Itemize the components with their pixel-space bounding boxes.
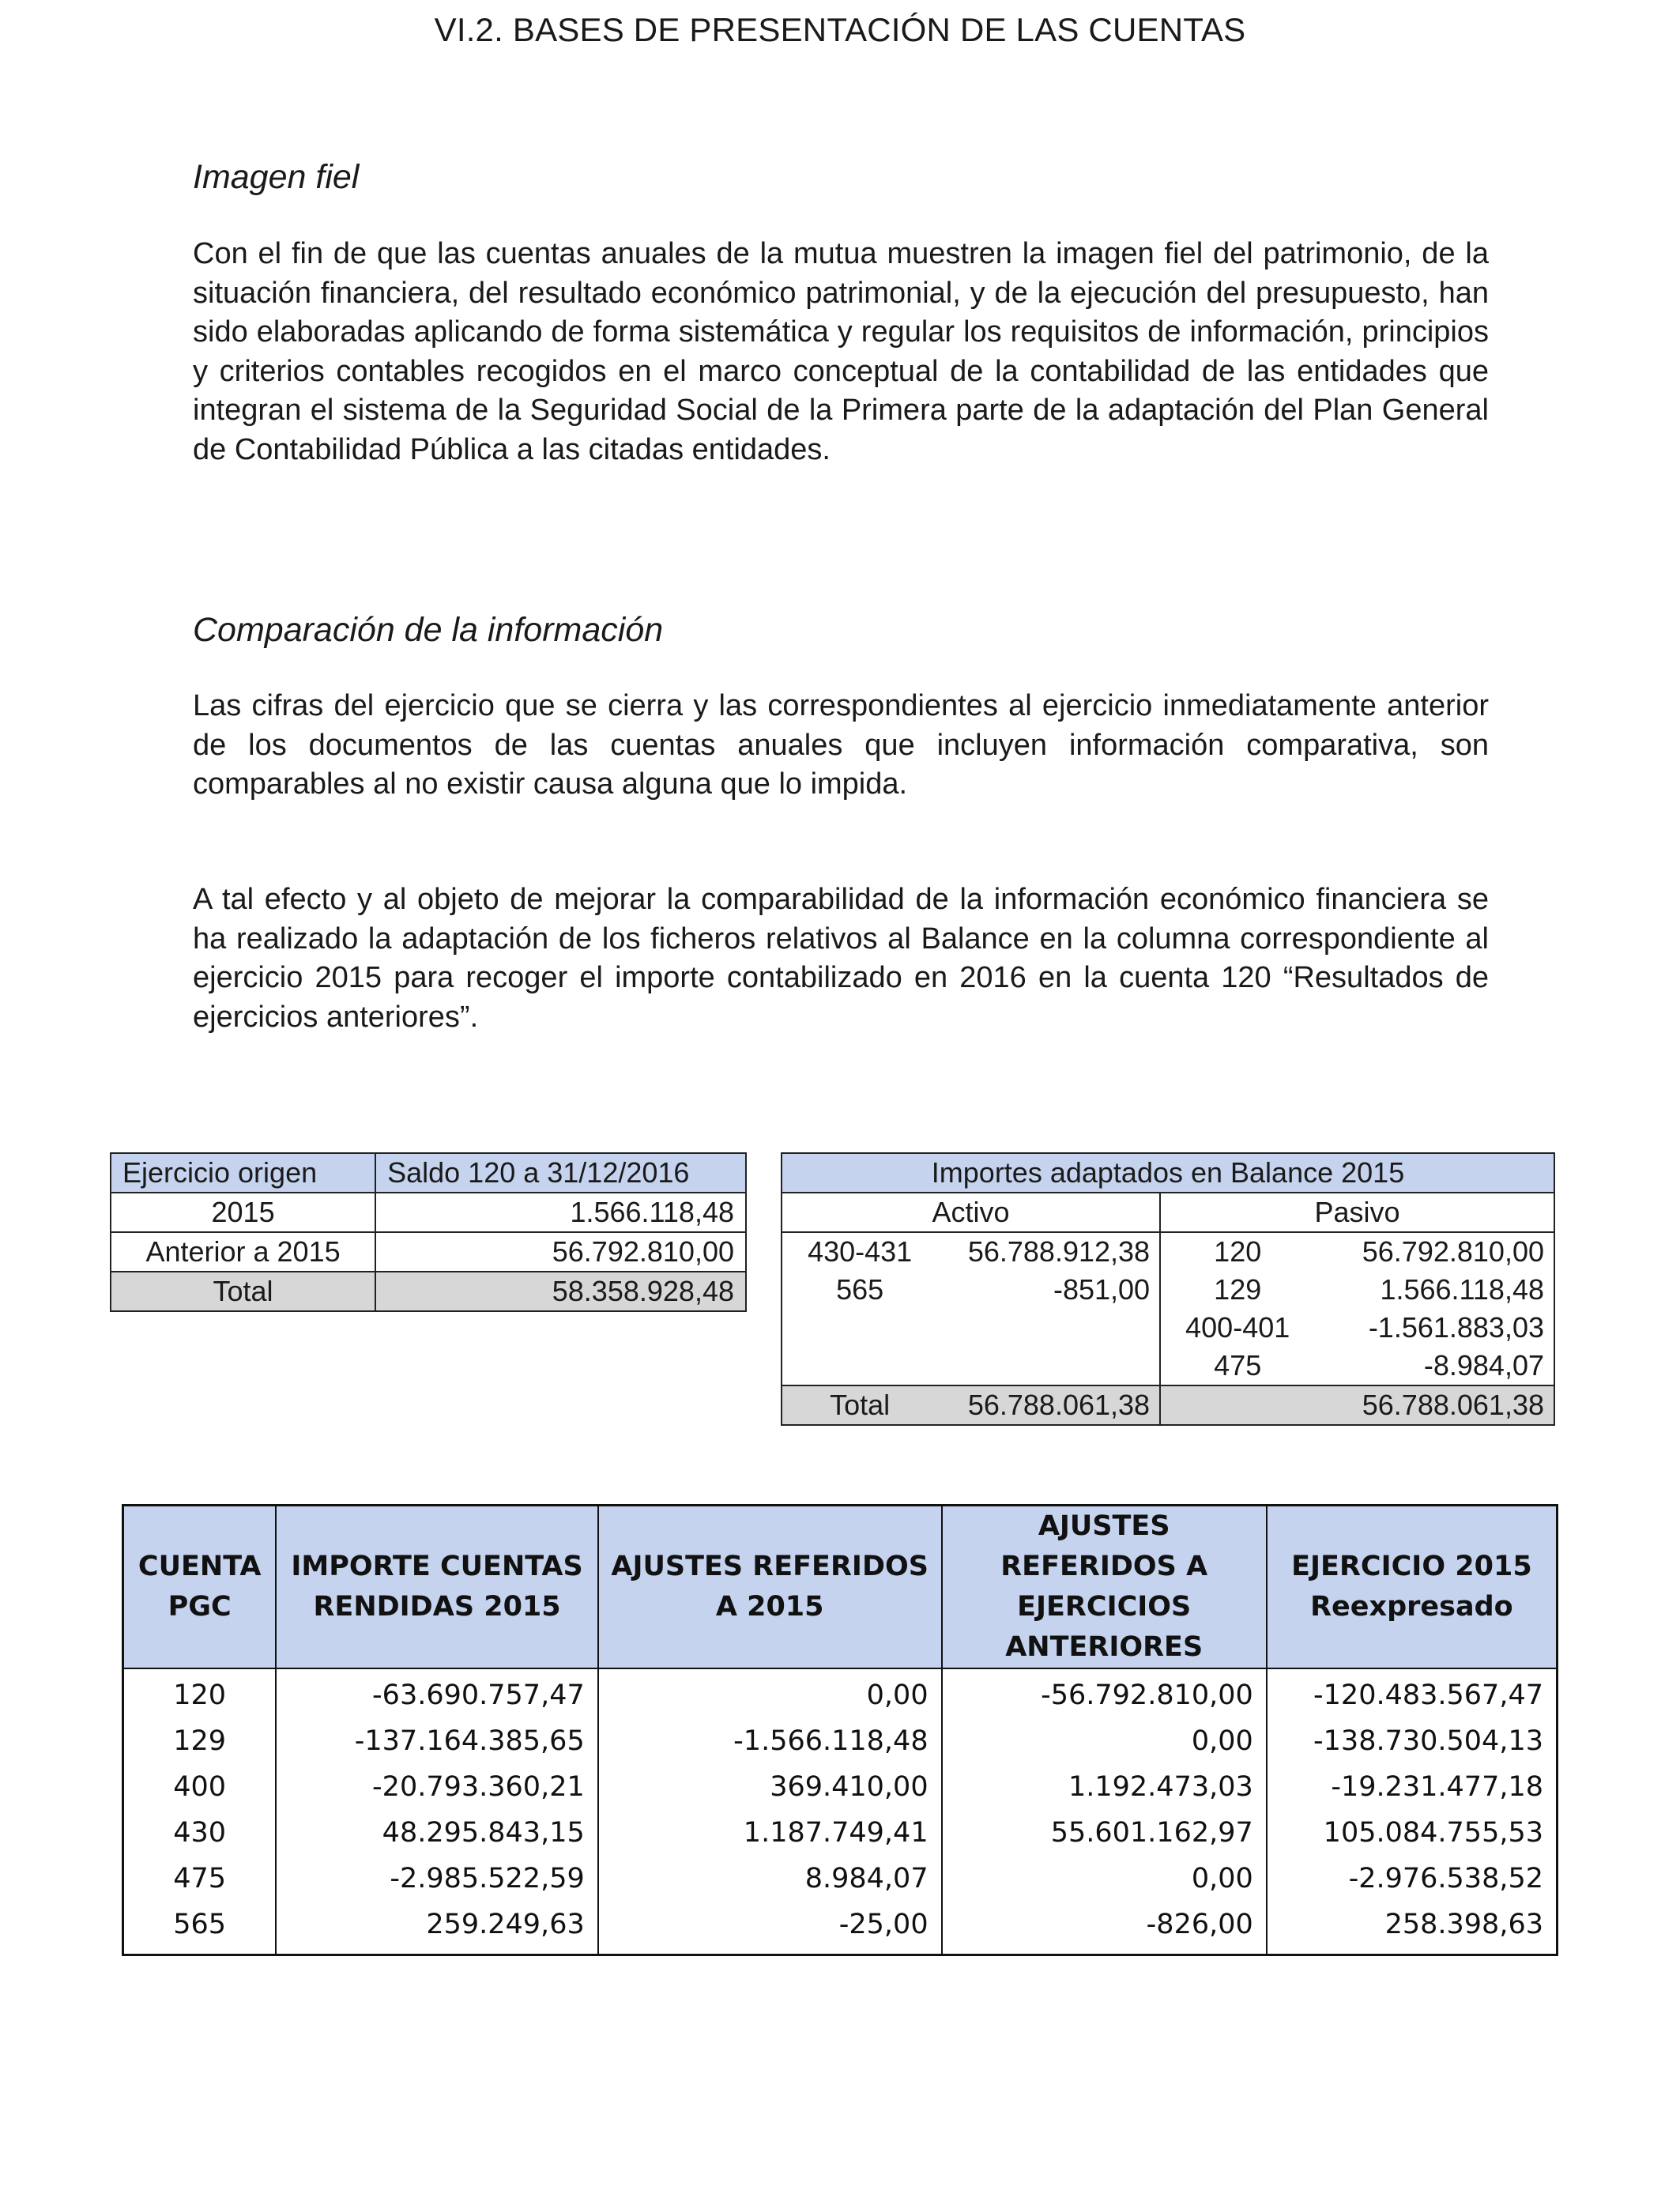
table-header-row bbox=[111, 1153, 746, 1193]
cell-ajuste-anteriores: 55.601.162,97 bbox=[942, 1810, 1267, 1856]
cell-pasivo-importe: -1.561.883,03 bbox=[1314, 1309, 1554, 1347]
total-label: Total bbox=[111, 1272, 375, 1311]
cell-importe: 48.295.843,15 bbox=[276, 1810, 597, 1856]
paragraph-imagen-fiel: Con el fin de que las cuentas anuales de la mutua muestren la imagen fiel del patrimonio, de la situación financiera, del resultado económico patrimonial, y de la ejecución del presupuesto, han sido elaboradas aplicando de forma sistemática y regular los requisitos de información, principios y criterios contables recogidos en el marco conceptual de la contabilidad de las entidades que integran el sistema de la Seguridad Social de la Primera parte de la adaptación del Plan General de Contabilidad Pública a las citadas entidades. bbox=[193, 237, 1489, 466]
table-row bbox=[123, 1902, 1558, 1955]
cell-activo-importe bbox=[937, 1309, 1160, 1347]
header-ejercicio-reexpresado: EJERCICIO 2015 Reexpresado bbox=[1267, 1506, 1558, 1669]
cell-reexpresado: -19.231.477,18 bbox=[1267, 1764, 1558, 1810]
cell-pasivo-importe: -8.984,07 bbox=[1314, 1347, 1554, 1385]
table-row bbox=[111, 1232, 746, 1272]
cell-importe: 259.249,63 bbox=[276, 1902, 597, 1955]
total-value: 58.358.928,48 bbox=[375, 1272, 746, 1311]
cell-ajuste-anteriores: 1.192.473,03 bbox=[942, 1764, 1267, 1810]
cell-cuenta: 129 bbox=[123, 1718, 277, 1764]
cell-ajuste-2015: -1.566.118,48 bbox=[598, 1718, 942, 1764]
cell-activo-importe: -851,00 bbox=[937, 1271, 1160, 1309]
cell-cuenta: 120 bbox=[123, 1668, 277, 1718]
table-row bbox=[111, 1193, 746, 1232]
cell-reexpresado: 258.398,63 bbox=[1267, 1902, 1558, 1955]
table-title-row bbox=[782, 1153, 1554, 1193]
table-row bbox=[782, 1232, 1554, 1271]
balance-2015-table bbox=[781, 1152, 1555, 1426]
total-label: Total bbox=[782, 1385, 937, 1425]
cell-activo-importe bbox=[937, 1347, 1160, 1385]
table-header-row bbox=[123, 1506, 1558, 1669]
cell-ajuste-anteriores: 0,00 bbox=[942, 1856, 1267, 1902]
table-row bbox=[782, 1347, 1554, 1385]
cell-saldo: 1.566.118,48 bbox=[375, 1193, 746, 1232]
cell-cuenta: 475 bbox=[123, 1856, 277, 1902]
paragraph-comparacion-2: A tal efecto y al objeto de mejorar la comparabilidad de la información económico financiera se ha realizado la adaptación de los ficheros relativos al Balance en la columna correspondiente al ejercicio 2015 para recoger el importe contabilizado en 2016 en la cuenta 120 “Resultados de ejercicios anteriores”. bbox=[193, 883, 1489, 1034]
cell-activo-cuenta: 430-431 bbox=[782, 1232, 937, 1271]
cell-importe: -2.985.522,59 bbox=[276, 1856, 597, 1902]
cell-importe: -63.690.757,47 bbox=[276, 1668, 597, 1718]
total-pasivo: 56.788.061,38 bbox=[1314, 1385, 1554, 1425]
table-row bbox=[782, 1271, 1554, 1309]
cell-importe: -20.793.360,21 bbox=[276, 1764, 597, 1810]
table-subheader-row bbox=[782, 1193, 1554, 1232]
cell-reexpresado: -138.730.504,13 bbox=[1267, 1718, 1558, 1764]
cell-activo-cuenta: 565 bbox=[782, 1271, 937, 1309]
header-ajustes-anteriores: AJUSTES REFERIDOS A EJERCICIOS ANTERIORES bbox=[942, 1506, 1267, 1669]
table-row bbox=[123, 1810, 1558, 1856]
header-importe-cuentas: IMPORTE CUENTAS RENDIDAS 2015 bbox=[276, 1506, 597, 1669]
cell-cuenta: 565 bbox=[123, 1902, 277, 1955]
section-heading-comparacion: Comparación de la información bbox=[193, 611, 664, 649]
cell-cuenta: 400 bbox=[123, 1764, 277, 1810]
cell-pasivo-cuenta: 129 bbox=[1214, 1273, 1262, 1306]
cell-pasivo-cuenta: 400-401 bbox=[1185, 1311, 1290, 1344]
paragraph-comparacion-1: Las cifras del ejercicio que se cierra y las correspondientes al ejercicio inmediatamente anterior de los documentos de las cuentas anuales que incluyen información comparativa, son comparables al no existir causa alguna que lo impida. bbox=[193, 689, 1489, 801]
cell-ajuste-anteriores: -826,00 bbox=[942, 1902, 1267, 1955]
cell-reexpresado: -2.976.538,52 bbox=[1267, 1856, 1558, 1902]
header-pasivo: Pasivo bbox=[1160, 1193, 1554, 1232]
cell-activo-cuenta bbox=[782, 1309, 937, 1347]
table-row bbox=[123, 1764, 1558, 1810]
cell-ajuste-2015: 1.187.749,41 bbox=[598, 1810, 942, 1856]
cell-saldo: 56.792.810,00 bbox=[375, 1232, 746, 1272]
cell-importe: -137.164.385,65 bbox=[276, 1718, 597, 1764]
cell-activo-cuenta bbox=[782, 1347, 937, 1385]
cell-reexpresado: -120.483.567,47 bbox=[1267, 1668, 1558, 1718]
header-cuenta-pgc: CUENTA PGC bbox=[123, 1506, 277, 1669]
cell-ajuste-anteriores: 0,00 bbox=[942, 1718, 1267, 1764]
cell-ajuste-anteriores: -56.792.810,00 bbox=[942, 1668, 1267, 1718]
reexpresion-table bbox=[122, 1504, 1558, 1956]
total-row bbox=[782, 1385, 1554, 1425]
table-row bbox=[123, 1856, 1558, 1902]
cell-pasivo-importe: 56.792.810,00 bbox=[1314, 1232, 1554, 1271]
cell-origen: Anterior a 2015 bbox=[111, 1232, 375, 1272]
cell-pasivo-cuenta: 120 bbox=[1214, 1235, 1262, 1268]
cell-ajuste-2015: 8.984,07 bbox=[598, 1856, 942, 1902]
cell-pasivo-cuenta: 475 bbox=[1214, 1349, 1262, 1382]
cell-reexpresado: 105.084.755,53 bbox=[1267, 1810, 1558, 1856]
saldo-120-table bbox=[110, 1152, 747, 1312]
table-title: Importes adaptados en Balance 2015 bbox=[782, 1153, 1554, 1193]
table-row bbox=[782, 1309, 1554, 1347]
cell-origen: 2015 bbox=[111, 1193, 375, 1232]
cell-cuenta: 430 bbox=[123, 1810, 277, 1856]
total-row bbox=[111, 1272, 746, 1311]
page-title: VI.2. BASES DE PRESENTACIÓN DE LAS CUENTAS bbox=[434, 11, 1246, 48]
section-heading-imagen-fiel: Imagen fiel bbox=[193, 158, 360, 196]
header-saldo-120: Saldo 120 a 31/12/2016 bbox=[375, 1153, 746, 1193]
header-ejercicio-origen: Ejercicio origen bbox=[111, 1153, 375, 1193]
cell-pasivo-importe: 1.566.118,48 bbox=[1314, 1271, 1554, 1309]
table-row bbox=[123, 1668, 1558, 1718]
cell-ajuste-2015: 369.410,00 bbox=[598, 1764, 942, 1810]
cell-activo-importe: 56.788.912,38 bbox=[937, 1232, 1160, 1271]
table-row bbox=[123, 1718, 1558, 1764]
cell-ajuste-2015: -25,00 bbox=[598, 1902, 942, 1955]
header-activo: Activo bbox=[782, 1193, 1160, 1232]
total-activo: 56.788.061,38 bbox=[937, 1385, 1160, 1425]
header-ajustes-2015: AJUSTES REFERIDOS A 2015 bbox=[598, 1506, 942, 1669]
cell-ajuste-2015: 0,00 bbox=[598, 1668, 942, 1718]
